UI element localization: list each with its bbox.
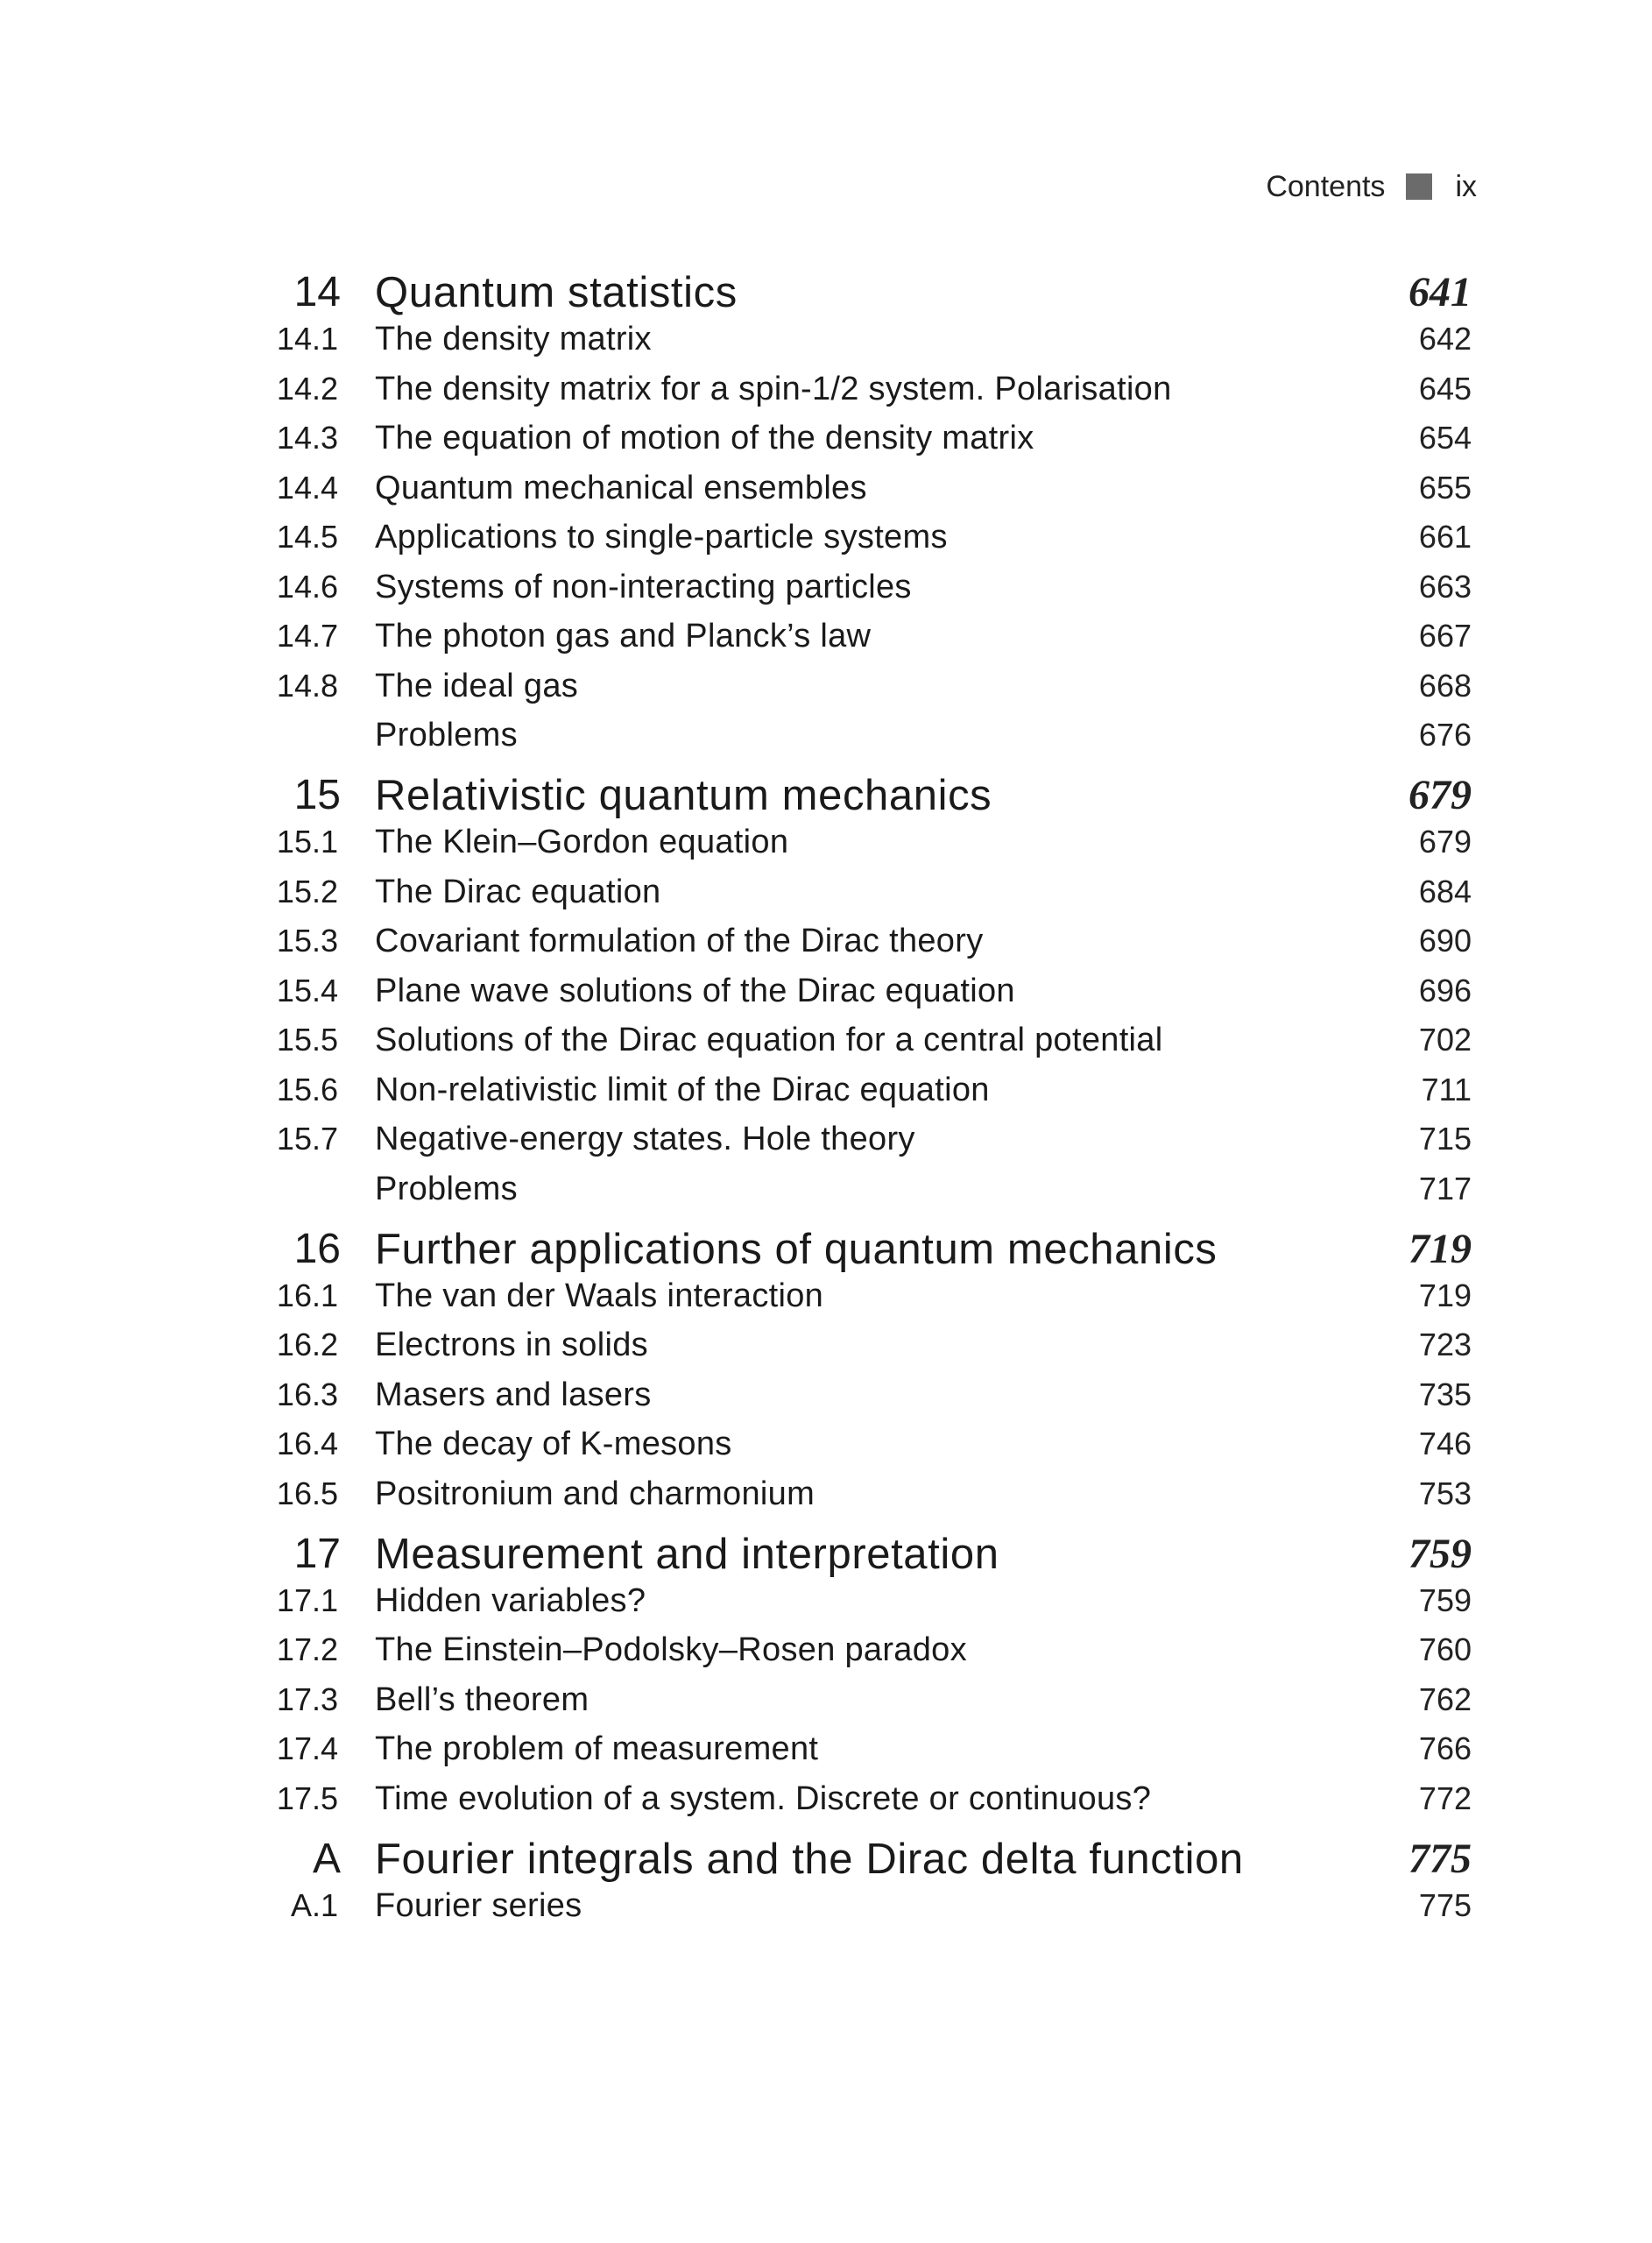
page-number: 746 (1418, 1426, 1472, 1461)
section-title: Time evolution of a system. Discrete or continuous? (375, 1780, 1152, 1817)
section-title: The Klein–Gordon equation (375, 824, 789, 860)
section-number: 14.6 (276, 568, 338, 605)
section-title: The Einstein–Podolsky–Rosen paradox (375, 1631, 967, 1668)
chapter-title: Quantum statistics (375, 269, 738, 316)
page-number: 715 (1418, 1121, 1472, 1157)
section-title: Electrons in solids (375, 1327, 648, 1363)
section-title: Hidden variables? (375, 1581, 646, 1619)
page-number: 690 (1418, 923, 1472, 959)
page-number: 663 (1418, 568, 1472, 605)
section-title: Systems of non-interacting particles (375, 568, 912, 605)
page-numeral: ix (1455, 169, 1477, 203)
page-number: 654 (1418, 420, 1472, 456)
section-number: A.1 (290, 1886, 338, 1923)
section-number: 14.3 (276, 420, 338, 456)
section-title: Fourier series (375, 1886, 582, 1924)
page-number: 696 (1418, 972, 1472, 1008)
page-number: 642 (1418, 321, 1472, 357)
page-number: 668 (1418, 667, 1472, 704)
page-number: 759 (1408, 1530, 1472, 1577)
section-number: 15.3 (276, 923, 338, 959)
page-number: 759 (1418, 1581, 1472, 1618)
section-number: 17.2 (276, 1631, 338, 1667)
page-number: 753 (1418, 1475, 1472, 1511)
section-number: 16.3 (276, 1376, 338, 1412)
section-number: 14.1 (276, 321, 338, 357)
page-number: 676 (1418, 717, 1472, 753)
section-title: Covariant formulation of the Dirac theory (375, 923, 984, 959)
section-title: The problem of measurement (375, 1730, 819, 1767)
page-number: 775 (1408, 1835, 1472, 1882)
section-number: 14.2 (276, 370, 338, 407)
section-title: Negative-energy states. Hole theory (375, 1121, 915, 1157)
section-number: 15.7 (276, 1121, 338, 1157)
page-number: 711 (1421, 1071, 1472, 1107)
section-title: Applications to single-particle systems (375, 519, 948, 555)
section-number: 15.4 (276, 972, 338, 1008)
section-title: Bell’s theorem (375, 1680, 589, 1718)
section-number: 17.4 (276, 1730, 338, 1766)
section-title: Problems (375, 717, 518, 754)
page-number: 766 (1418, 1730, 1472, 1766)
chapter-number: 14 (293, 269, 341, 315)
chapter-number: 16 (293, 1225, 341, 1272)
section-title: Plane wave solutions of the Dirac equation (375, 972, 1015, 1009)
page-number: 684 (1418, 873, 1472, 909)
section-number: 16.2 (276, 1327, 338, 1362)
section-number: 16.4 (276, 1426, 338, 1461)
section-number: 17.1 (276, 1581, 338, 1618)
section-title: The decay of K-mesons (375, 1426, 732, 1462)
section-title: The equation of motion of the density matrix (375, 420, 1034, 456)
page-number: 735 (1418, 1376, 1472, 1412)
page-number: 679 (1418, 824, 1472, 860)
running-head-title: Contents (1266, 169, 1386, 203)
chapter-number: 17 (293, 1530, 341, 1577)
section-title: The van der Waals interaction (375, 1277, 824, 1314)
chapter-title: Measurement and interpretation (375, 1530, 999, 1578)
page-number: 719 (1408, 1225, 1472, 1272)
page-number: 641 (1408, 269, 1472, 315)
page-number: 717 (1418, 1170, 1472, 1206)
page-number: 702 (1418, 1022, 1472, 1058)
page-number: 645 (1418, 370, 1472, 407)
page-number: 667 (1418, 618, 1472, 654)
chapter-title: Fourier integrals and the Dirac delta function (375, 1835, 1244, 1883)
page-number: 661 (1418, 519, 1472, 555)
section-title: Non-relativistic limit of the Dirac equation (375, 1071, 990, 1108)
section-title: Problems (375, 1170, 518, 1207)
page-number: 775 (1418, 1886, 1472, 1923)
section-title: The Dirac equation (375, 873, 661, 910)
section-title: Solutions of the Dirac equation for a central potential (375, 1022, 1163, 1058)
chapter-title: Relativistic quantum mechanics (375, 772, 992, 819)
chapter-number: A (312, 1835, 341, 1882)
section-title: The photon gas and Planck’s law (375, 618, 872, 655)
page-number: 655 (1418, 469, 1472, 506)
section-number: 14.7 (276, 618, 338, 654)
page-number: 760 (1418, 1631, 1472, 1667)
section-number: 15.1 (276, 824, 338, 860)
page-number: 719 (1418, 1277, 1472, 1313)
section-number: 15.2 (276, 873, 338, 909)
running-head (1266, 165, 1477, 209)
section-number: 14.4 (276, 469, 338, 506)
chapter-title: Further applications of quantum mechanics (375, 1225, 1218, 1273)
section-title: Quantum mechanical ensembles (375, 469, 867, 506)
page-number: 723 (1418, 1327, 1472, 1362)
section-title: Positronium and charmonium (375, 1475, 815, 1512)
section-title: The density matrix (375, 321, 652, 357)
page-number: 772 (1418, 1780, 1472, 1816)
section-number: 14.5 (276, 519, 338, 555)
section-number: 17.5 (276, 1780, 338, 1816)
section-title: The ideal gas (375, 667, 579, 704)
separator-square-icon (1406, 173, 1432, 200)
section-title: The density matrix for a spin-1/2 system. Polarisation (375, 370, 1172, 407)
section-number: 14.8 (276, 667, 338, 704)
chapter-number: 15 (293, 772, 341, 818)
section-number: 16.1 (276, 1277, 338, 1313)
page-number: 762 (1418, 1680, 1472, 1717)
section-number: 15.5 (276, 1022, 338, 1058)
section-number: 17.3 (276, 1680, 338, 1717)
section-number: 15.6 (276, 1071, 338, 1107)
section-title: Masers and lasers (375, 1376, 652, 1413)
section-number: 16.5 (276, 1475, 338, 1511)
page-number: 679 (1408, 772, 1472, 818)
